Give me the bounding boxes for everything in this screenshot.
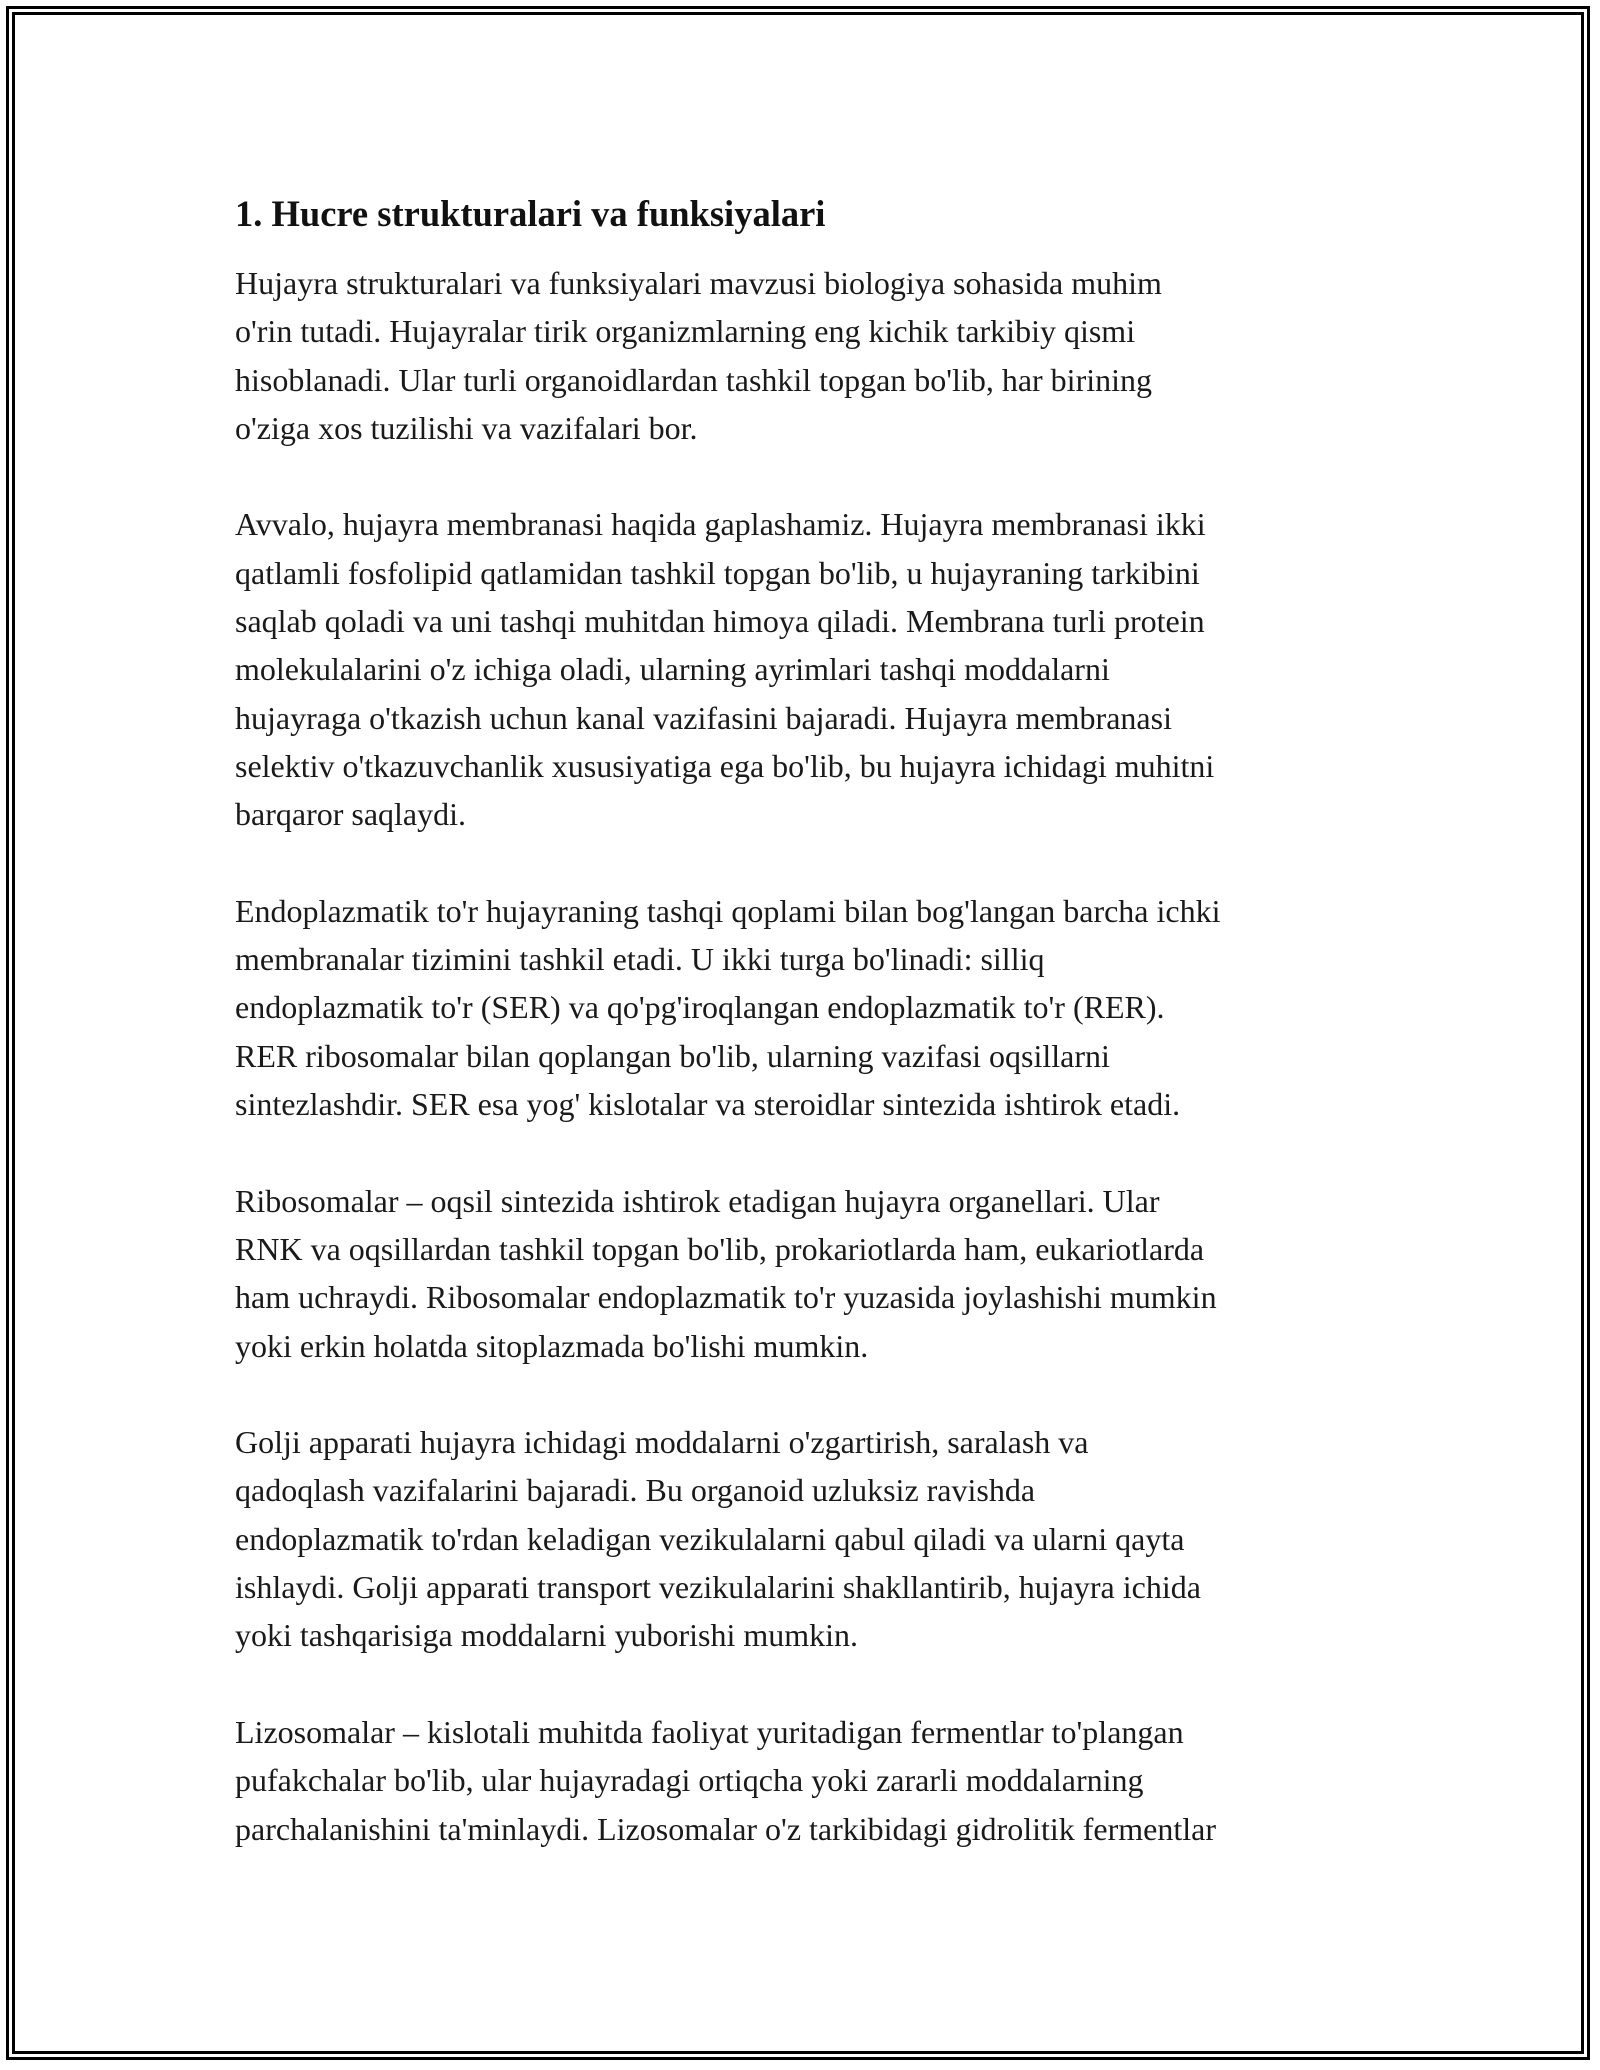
text-line: Hujayra strukturalari va funksiyalari mavzusi biologiya sohasida muhim	[235, 265, 1162, 301]
text-line: o'rin tutadi. Hujayralar tirik organizmlarning eng kichik tarkibiy qismi	[235, 313, 1136, 350]
paragraph-endoplasmic-reticulum	[235, 887, 1370, 1128]
text-line: qatlamli fosfolipid qatlamidan tashkil topgan bo'lib, u hujayraning tarkibini	[235, 554, 1200, 591]
text-line: endoplazmatik to'r (SER) va qo'pg'iroqlangan endoplazmatik to'r (RER).	[235, 989, 1165, 1026]
paragraph-golgi-apparatus	[235, 1418, 1370, 1659]
text-line: Avvalo, hujayra membranasi haqida gaplashamiz. Hujayra membranasi ikki	[235, 506, 1206, 543]
text-line: ham uchraydi. Ribosomalar endoplazmatik to'r yuzasida joylashishi mumkin	[235, 1279, 1217, 1316]
paragraph-lysosomes	[235, 1708, 1370, 1853]
text-line: RNK va oqsillardan tashkil topgan bo'lib, prokariotlarda ham, eukariotlarda	[235, 1230, 1205, 1267]
text-line: hisoblanadi. Ular turli organoidlardan tashkil topgan bo'lib, har birining	[235, 361, 1152, 398]
text-line: hujayraga o'tkazish uchun kanal vazifasini bajaradi. Hujayra membranasi	[235, 699, 1172, 736]
text-line: yoki tashqarisiga moddalarni yuborishi mumkin.	[235, 1617, 859, 1654]
text-line: molekulalarini o'z ichiga oladi, ularning ayrimlari tashqi moddalarni	[235, 651, 1110, 688]
text-line: sintezlashdir. SER esa yog' kislotalar va steroidlar sintezida ishtirok etadi.	[235, 1086, 1181, 1123]
text-line: saqlab qoladi va uni tashqi muhitdan himoya qiladi. Membrana turli protein	[235, 603, 1205, 640]
text-line: RER ribosomalar bilan qoplangan bo'lib, ularning vazifasi oqsillarni	[235, 1037, 1110, 1074]
text-line: qadoqlash vazifalarini bajaradi. Bu organoid uzluksiz ravishda	[235, 1472, 1036, 1509]
text-line: endoplazmatik to'rdan keladigan vezikulalarni qabul qiladi va ularni qayta	[235, 1520, 1185, 1557]
text-line: ishlaydi. Golji apparati transport vezikulalarini shakllantirib, hujayra ichida	[235, 1569, 1201, 1606]
text-line: Golji apparati hujayra ichidagi moddalarni o'zgartirish, saralash va	[235, 1424, 1089, 1461]
text-line: Lizosomalar – kislotali muhitda faoliyat yuritadigan fermentlar to'plangan	[235, 1713, 1184, 1750]
paragraph-cell-intro	[235, 259, 1370, 452]
text-line: Ribosomalar – oqsil sintezida ishtirok etadigan hujayra organellari. Ular	[235, 1182, 1160, 1219]
text-line: yoki erkin holatda sitoplazmada bo'lishi mumkin.	[235, 1327, 869, 1364]
text-line: selektiv o'tkazuvchanlik xususiyatiga ega bo'lib, bu hujayra ichidagi muhitni	[235, 747, 1215, 784]
text-line: parchalanishini ta'minlaydi. Lizosomalar o'z tarkibidagi gidrolitik fermentlar	[235, 1810, 1216, 1847]
text-line: barqaror saqlaydi.	[235, 796, 467, 833]
text-line: o'ziga xos tuzilishi va vazifalari bor.	[235, 409, 698, 446]
document-body	[235, 188, 1370, 1901]
text-line: Endoplazmatik to'r hujayraning tashqi qoplami bilan bog'langan barcha ichki	[235, 892, 1221, 929]
section-heading: 1. Hucre strukturalari va funksiyalari	[235, 193, 826, 234]
paragraph-cell-membrane	[235, 500, 1370, 838]
paragraph-ribosomes	[235, 1177, 1370, 1370]
text-line: pufakchalar bo'lib, ular hujayradagi ortiqcha yoki zararli moddalarning	[235, 1762, 1144, 1799]
text-line: membranalar tizimini tashkil etadi. U ikki turga bo'linadi: silliq	[235, 941, 1045, 978]
